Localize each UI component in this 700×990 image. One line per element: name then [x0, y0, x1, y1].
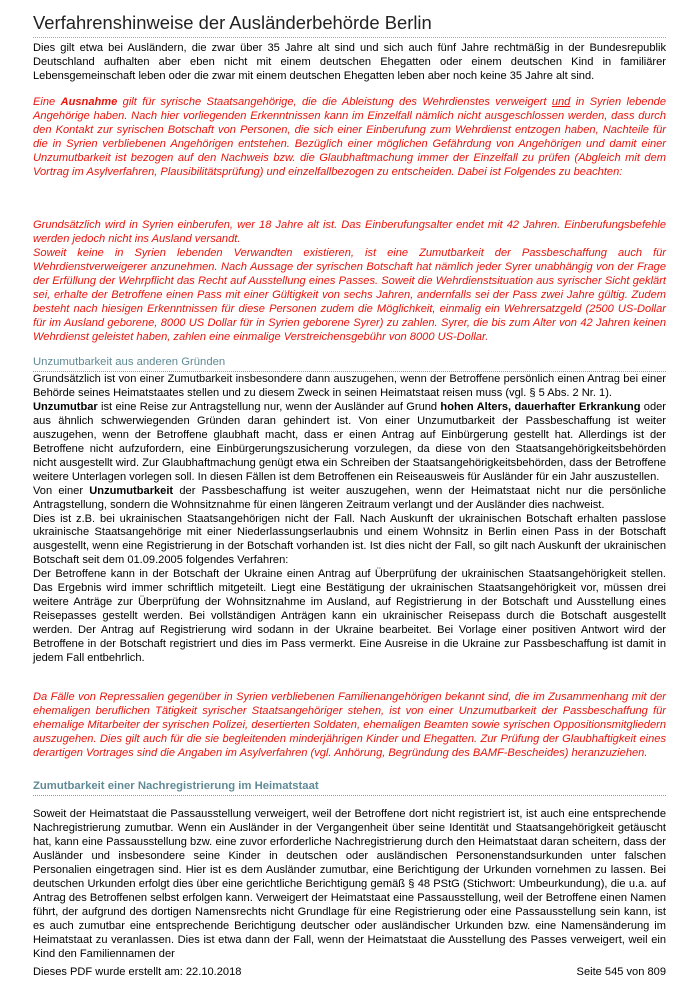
footer-page-number: Seite 545 von 809 — [576, 966, 666, 978]
section-heading-registration: Zumutbarkeit einer Nachregistrierung im Heimatstaat — [33, 780, 319, 792]
syria-military-block — [33, 219, 666, 345]
syria-military-line-1: Grundsätzlich wird in Syrien einberufen, wer 18 Jahre alt ist. Das Einberufungsalter endet mit 42 Jahren. Einberufungsbefehle werden jedoch nicht ins Ausland versandt. — [33, 219, 666, 245]
other-reasons-body — [33, 373, 666, 666]
syria-exception-bold: Ausnahme — [60, 96, 118, 108]
document-title: Verfahrenshinweise der Ausländerbehörde Berlin — [33, 12, 432, 33]
footer-created-date: Dieses PDF wurde erstellt am: 22.10.2018 — [33, 966, 242, 978]
syria-exception-paragraph — [33, 96, 666, 180]
other-reasons-p3-lead: Von einer — [33, 484, 90, 497]
document-page — [33, 0, 666, 990]
registration-paragraph: Soweit der Heimatstaat die Passausstellung verweigert, weil der Betroffene dort nicht registriert ist, ist auch eine entsprechende Nachregistrierung zumutbar. Wenn ein Ausländer in der Vergangenheit über seine Identität und Staatsangehörigkeit getäuscht hat, kann eine Passausstellung bzw. eine zuvor erforderliche Nachregistrierung durch den Heimatstaat daran scheitern, dass der Ausländer und insbesondere seine Kinder in deutschen oder ausländischen Personenstandsurkunden unter falschen Personalien eingetragen sind. Hier ist es dem Ausländer zumutbar, eine Berichtigung der Urkunden vornehmen zu lassen. Bei deutschen Urkunden erfolgt dies über eine gerichtliche Berichtigung gemäß § 48 PStG (Stichwort: Umbeurkundung), die u.a. auf Antrag des Betroffenen selbst erfolgen kann. Verweigert der Heimatstaat eine Passausstellung, weil der Betroffene einen Namen führt, der aufgrund des dortigen Namensrechts nicht Grundlage für eine Registrierung oder eine Passausstellung sein kann, ist es auch zumutbar eine entsprechende Berichtigung deutscher oder ausländischer Urkunden bzw. eine Namensänderung im Heimatstaat zu veranlassen. Dies ist etwa dann der Fall, wenn der Heimatstaat die Ausstellung des Passes verweigert, weil ein Kind den Familiennamen der — [33, 808, 666, 960]
syria-exception-lead: Eine — [33, 96, 61, 108]
repressalien-paragraph: Da Fälle von Repressalien gegenüber in Syrien verbliebenen Familienangehörigen bekannt sind, die im Zusammenhang mit der ehemaligen beruflichen Tätigkeit syrischer Staatsangehöriger stehen, ist von einer Unzumutbarkeit der Passbeschaffung für ehemalige Mitarbeiter der syrischen Polizei, desertierten Soldaten, ehemaligen Beamten sowie syrischen Oppositionsmitgliedern auszugehen. Dies gilt auch für die sie begleitenden minderjährigen Kinder und Ehegatten. Zur Prüfung der Glaubhaftigkeit eines derartigen Vortrages sind die Angaben im Asylverfahren (vgl. Anhörung, Begründung des BAMF-Bescheides) heranzuziehen. — [33, 691, 666, 759]
section-divider-registration — [33, 795, 666, 796]
other-reasons-p3 — [33, 485, 666, 513]
other-reasons-p3-text: der Passbeschaffung ist weiter auszugehen, wenn der Heimatstaat nicht nur die persönliche Antragstellung, sondern die Wohnsitznahme für einen längeren Zeitraum verlangt und der Ausländer dies nachweist. — [33, 484, 666, 511]
other-reasons-p2 — [33, 401, 666, 485]
other-reasons-p2-text-1: ist eine Reise zur Antragstellung nur, wenn der Ausländer auf Grund — [97, 400, 441, 413]
other-reasons-p5: Der Betroffene kann in der Botschaft der Ukraine einen Antrag auf Überprüfung der ukrainischen Staatsangehörigkeit stellen. Das Ergebnis wird immer schriftlich mitgeteilt. Liegt eine Bestätigung der ukrainischen Staatsangehörigkeit vor, müssen drei weitere Anträge zur Überprüfung der Wohnsitznahme im Ausland, auf Registrierung in der Botschaft und Ausstellung eines Reisepasses gestellt werden. Bei vollständigen Anträgen kann ein ukrainischer Reisepass durch die Botschaft ausgestellt werden. Der Antrag auf Registrierung wird sodann in der Ukraine bearbeitet. Bei Vorlage einer positiven Antwort wird der Betroffene in der Botschaft registriert und dies im Pass vermerkt. Eine Ausreise in die Ukraine zur Passbeschaffung ist damit in jedem Fall entbehrlich. — [33, 568, 666, 665]
intro-paragraph: Dies gilt etwa bei Ausländern, die zwar über 35 Jahre alt sind und sich auch fünf Jahre rechtmäßig in der Bundesrepublik Deutschland aufhalten aber eben nicht mit einem deutschen Ehegatten oder einem deutschen Kind in familiärer Lebensgemeinschaft leben oder die zwar mit einem deutschen Ehegatten leben aber noch keine 35 Jahre alt sind. — [33, 42, 666, 82]
syria-exception-underlined: und — [551, 96, 571, 108]
syria-exception-text-1: gilt für syrische Staatsangehörige, die die Ableistung des Wehrdienstes verweigert — [117, 96, 552, 108]
other-reasons-p2-bold: Unzumutbar — [33, 400, 98, 413]
section-heading-other-reasons: Unzumutbarkeit aus anderen Gründen — [33, 356, 226, 368]
section-divider-other-reasons — [33, 371, 666, 372]
other-reasons-p3-bold: Unzumutbarkeit — [89, 484, 174, 497]
title-divider — [33, 37, 666, 38]
other-reasons-p2-bold-2: hohen Alters, dauerhafter Erkrankung — [440, 400, 641, 413]
syria-exception-text-2: in Syrien lebende Angehörige haben. Nach hier vorliegenden Erkenntnissen kann im Einzelfall nämlich nicht ausgeschlossen werden, dass durch den Kontakt zur syrischen Botschaft von Personen, die sich einer Einberufung zum Wehrdienst entzogen haben, Nachteile für die in Syrien verbliebenen Angehörigen entstehen. Bezüglich einer möglichen Gefährdung von Angehörigen und damit einer Unzumutbarkeit ist bezogen auf den Nachweis bzw. die Glaubhaftmachung immer der Einzelfall zu prüfen (Abgleich mit dem Vortrag im Asylverfahren, Plausibilitätsprüfung) und einzelfallbezogen zu entscheiden. Dabei ist Folgendes zu beachten: — [33, 96, 666, 178]
other-reasons-p1: Grundsätzlich ist von einer Zumutbarkeit insbesondere dann auszugehen, wenn der Betroffene persönlich einen Antrag bei einer Behörde seines Heimatstaates stellen und zu diesem Zweck in seinen Heimatstaat reisen muss (vgl. § 5 Abs. 2 Nr. 1). — [33, 373, 666, 399]
other-reasons-p4: Dies ist z.B. bei ukrainischen Staatsangehörigen nicht der Fall. Nach Auskunft der ukrainischen Botschaft erhalten passlose ukrainische Staatsangehörige mit einer Niederlassungserlaubnis und einem Wohnsitz in Berlin einen Pass in der Botschaft ausgestellt, wenn eine Registrierung in der Botschaft vorhanden ist. Ist dies nicht der Fall, so gilt nach Auskunft der ukrainischen Botschaft seit dem 01.09.2005 folgendes Verfahren: — [33, 512, 666, 567]
syria-military-line-2: Soweit keine in Syrien lebenden Verwandten existieren, ist eine Zumutbarkeit der Passbeschaffung auch für Wehrdienstverweigerer anzunehmen. Nach Aussage der syrischen Botschaft hat nämlich jeder Syrer unabhängig von der Frage der Erfüllung der Wehrpflicht das Recht auf Ausstellung eines Passes. Soweit die Wehrdienstsituation aus syrischer Sicht geklärt sei, erhalte der Betroffene einen Pass mit einer Gültigkeit von sechs Jahren, andernfalls sei der Pass zwei Jahre gültig. Zudem besteht nach hiesigen Erkenntnissen für diese Personen zudem die Möglichkeit, einmalig ein Wehrersatzgeld (2500 US-Dollar für im Ausland geborene, 8000 US Dollar für in Syrien geborene Syrer) zu zahlen. Syrer, die bis zum Alter von 42 Jahren keinen Wehrdienst geleistet haben, zahlen eine einmalige Verstreichensgebühr von 8000 US-Dollar. — [33, 246, 666, 343]
other-reasons-p2-text-2: oder aus ähnlich schwerwiegenden Gründen daran gehindert ist. Von einer Unzumutbarkeit der Passbeschaffung ist weiter auszugehen, wenn der Betroffene glaubhaft macht, dass er einen Antrag auf Einbürgerung gestellt hat. Allerdings ist der Betroffene nicht aufzufordern, eine Einbürgerungszusicherung vorzulegen, da diese von den Staatsangehörigkeitsbehörden nicht ausgestellt wird. Zur Glaubhaftmachung genügt etwa ein Schreiben der Staatsangehörigkeitsbehörden, dass der Betroffene weitere Unterlagen vorlegen soll. In diesen Fällen ist dem Betroffenen ein Reiseausweis für Ausländer für ein Jahr auszustellen. — [33, 400, 666, 483]
